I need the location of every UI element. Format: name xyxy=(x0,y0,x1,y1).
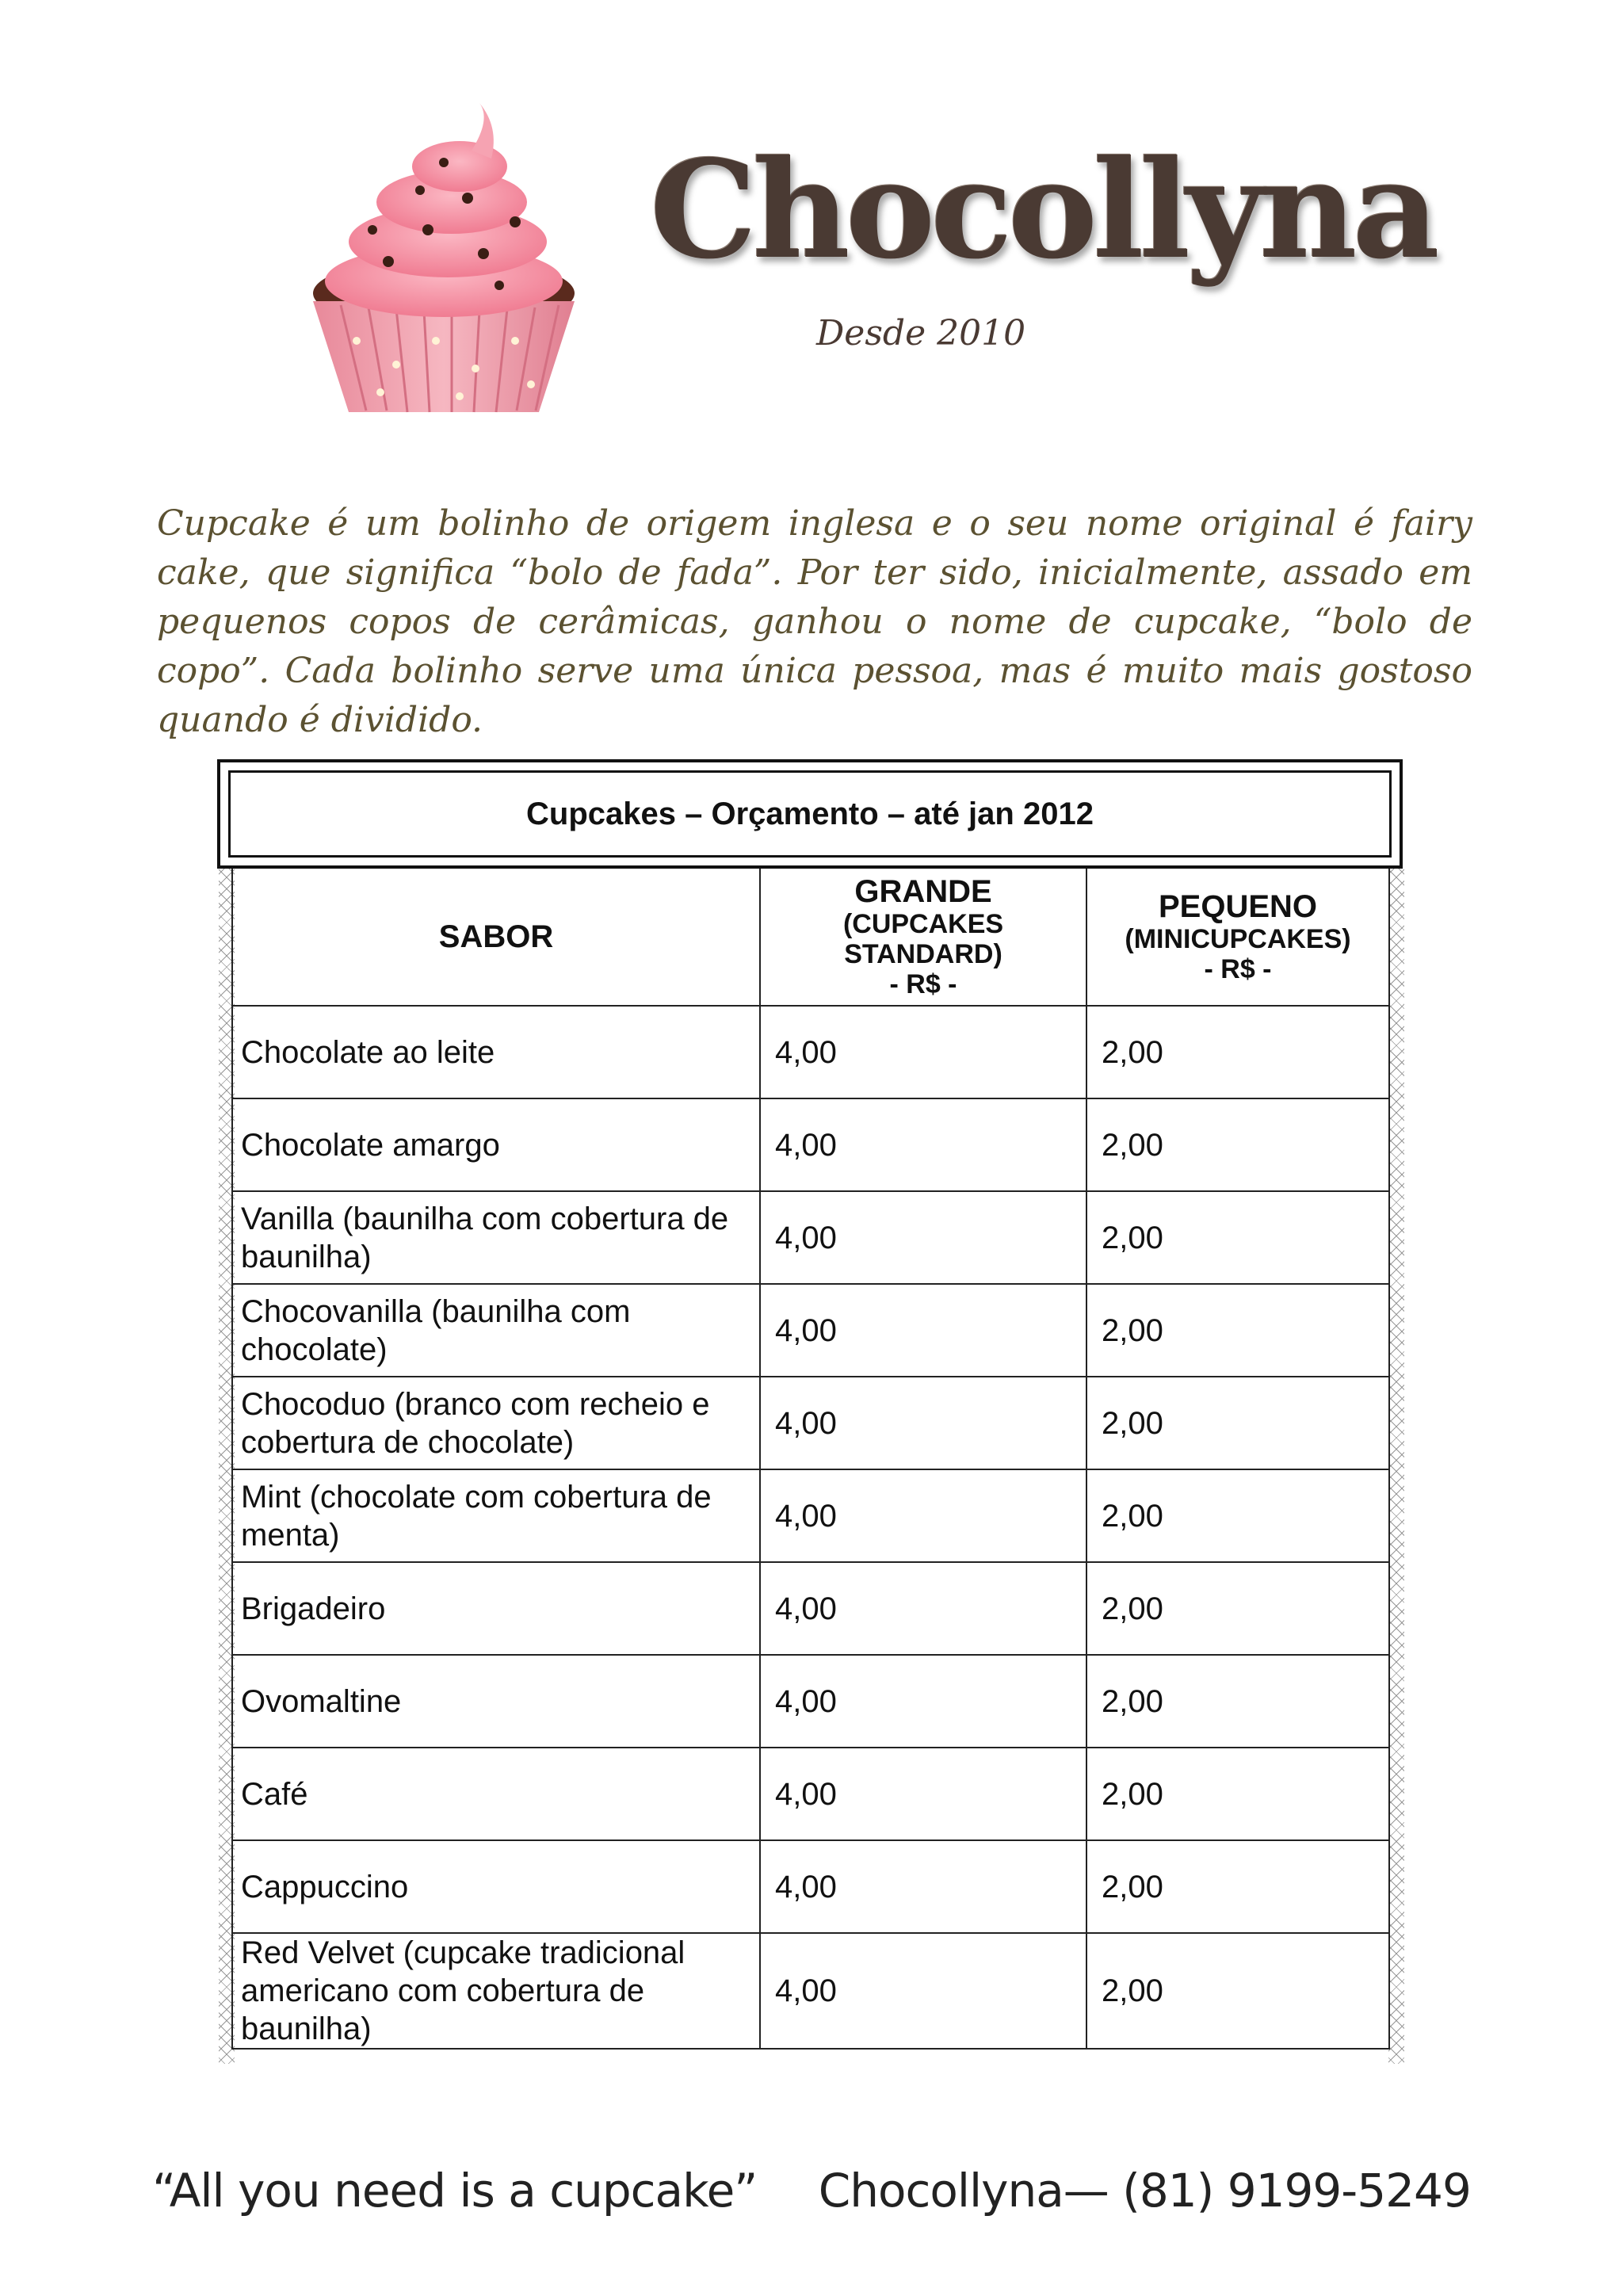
cell-pequeno: 2,00 xyxy=(1086,1933,1389,2049)
cell-sabor: Brigadeiro xyxy=(232,1562,760,1655)
cell-sabor: Ovomaltine xyxy=(232,1655,760,1748)
cell-grande: 4,00 xyxy=(760,1284,1086,1377)
header-pequeno-sub: (MINICUPCAKES) xyxy=(1125,924,1351,954)
cell-grande: 4,00 xyxy=(760,1562,1086,1655)
table-title-frame xyxy=(217,759,1403,869)
cell-sabor: Chocovanilla (baunilha com chocolate) xyxy=(232,1284,760,1377)
header-grande xyxy=(760,869,1086,1006)
table-border-right xyxy=(1388,869,1404,2064)
cell-pequeno: 2,00 xyxy=(1086,1098,1389,1191)
table-row xyxy=(232,1191,1389,1284)
footer xyxy=(0,2164,1623,2218)
cell-pequeno: 2,00 xyxy=(1086,1748,1389,1840)
table-row xyxy=(232,1098,1389,1191)
table-row xyxy=(232,1748,1389,1840)
intro-paragraph: Cupcake é um bolinho de origem inglesa e o seu nome original é fairy cake, que significa “bolo de fada”. Por ter sido, inicialmente, assado em pequenos copos de cerâmicas, ganhou o nome de cupcake, “bolo de copo”. Cada bolinho serve uma única pessoa, mas é muito mais gostoso quando é dividido. xyxy=(157,503,1472,740)
table-row xyxy=(232,1655,1389,1748)
footer-contact: Chocollyna— (81) 9199-5249 xyxy=(818,2164,1471,2218)
header-pequeno-label: PEQUENO xyxy=(1158,889,1318,924)
cell-grande: 4,00 xyxy=(760,1655,1086,1748)
table-header-row xyxy=(232,869,1389,1006)
cell-pequeno: 2,00 xyxy=(1086,1840,1389,1933)
cell-grande: 4,00 xyxy=(760,1098,1086,1191)
cell-pequeno: 2,00 xyxy=(1086,1284,1389,1377)
header-grande-unit: - R$ - xyxy=(889,969,957,999)
header-pequeno-unit: - R$ - xyxy=(1204,954,1272,984)
cell-pequeno: 2,00 xyxy=(1086,1562,1389,1655)
table-row xyxy=(232,1562,1389,1655)
table-row xyxy=(232,1006,1389,1098)
cell-pequeno: 2,00 xyxy=(1086,1655,1389,1748)
cell-sabor: Vanilla (baunilha com cobertura de baunilha) xyxy=(232,1191,760,1284)
table-row xyxy=(232,1469,1389,1562)
brand-name: Chocollyna xyxy=(650,131,1435,289)
cell-grande: 4,00 xyxy=(760,1469,1086,1562)
cell-sabor: Mint (chocolate com cobertura de menta) xyxy=(232,1469,760,1562)
cell-pequeno: 2,00 xyxy=(1086,1377,1389,1469)
cell-sabor: Chocolate ao leite xyxy=(232,1006,760,1098)
footer-slogan: “All you need is a cupcake” xyxy=(152,2164,758,2218)
cell-pequeno: 2,00 xyxy=(1086,1191,1389,1284)
cell-grande: 4,00 xyxy=(760,1748,1086,1840)
cell-sabor: Café xyxy=(232,1748,760,1840)
cell-grande: 4,00 xyxy=(760,1933,1086,2049)
header-sabor-label: SABOR xyxy=(438,919,554,954)
header-pequeno xyxy=(1086,869,1389,1006)
cell-grande: 4,00 xyxy=(760,1191,1086,1284)
cell-sabor: Chocoduo (branco com recheio e cobertura de chocolate) xyxy=(232,1377,760,1469)
table-row xyxy=(232,1840,1389,1933)
table-title: Cupcakes – Orçamento – até jan 2012 xyxy=(526,796,1094,831)
cell-grande: 4,00 xyxy=(760,1006,1086,1098)
table-row xyxy=(232,1284,1389,1377)
since-year: Desde 2010 xyxy=(816,313,1026,353)
table-row xyxy=(232,1933,1389,2049)
cell-pequeno: 2,00 xyxy=(1086,1469,1389,1562)
cell-sabor: Cappuccino xyxy=(232,1840,760,1933)
table-row xyxy=(232,1377,1389,1469)
header-sabor xyxy=(232,869,760,1006)
header-grande-sub: (CUPCAKES STANDARD) xyxy=(842,909,1004,969)
cell-sabor: Chocolate amargo xyxy=(232,1098,760,1191)
header-grande-label: GRANDE xyxy=(854,874,992,909)
cell-grande: 4,00 xyxy=(760,1377,1086,1469)
cupcake-icon xyxy=(301,103,586,420)
cell-pequeno: 2,00 xyxy=(1086,1006,1389,1098)
price-table xyxy=(231,869,1390,2050)
cell-sabor: Red Velvet (cupcake tradicional americano com cobertura de baunilha) xyxy=(232,1933,760,2049)
cell-grande: 4,00 xyxy=(760,1840,1086,1933)
